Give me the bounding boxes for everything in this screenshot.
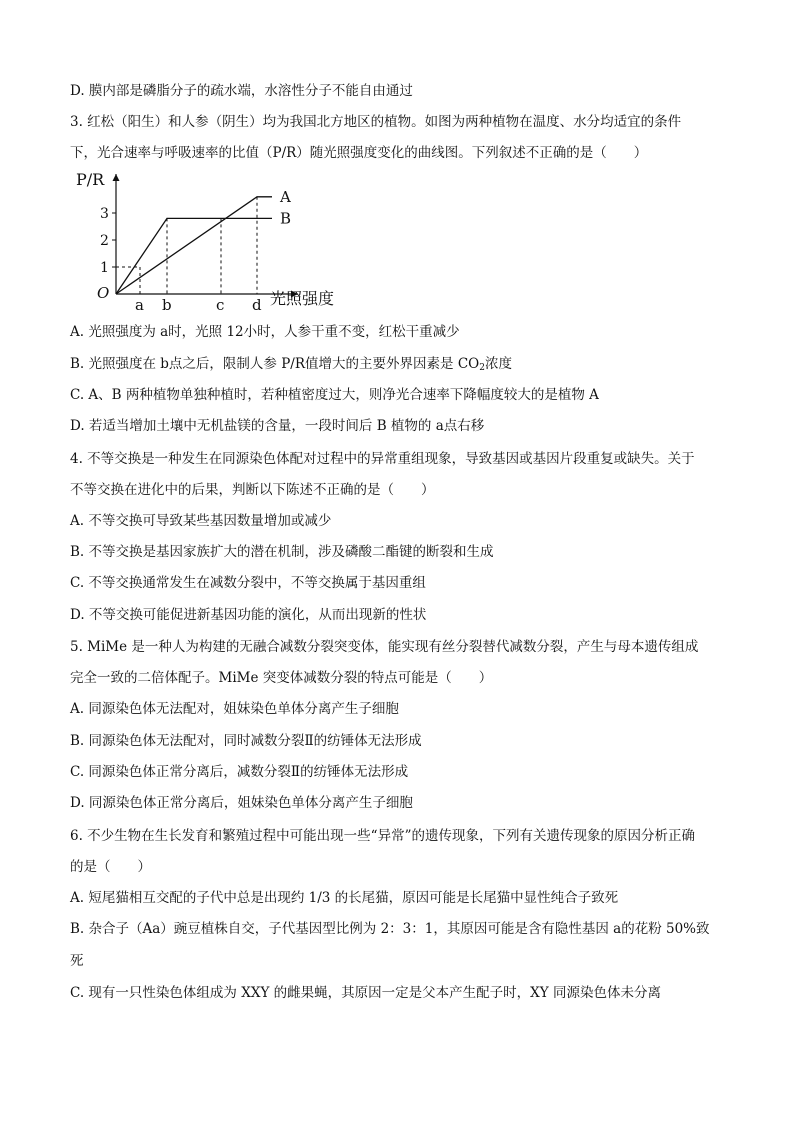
series-label-b: B: [280, 209, 292, 228]
text-line: B. 同源染色体无法配对，同时减数分裂Ⅱ的纺锤体无法形成: [70, 733, 422, 749]
subscript: 2: [479, 363, 485, 373]
x-tick-label: c: [216, 296, 225, 314]
text-line: D. 膜内部是磷脂分子的疏水端，水溶性分子不能自由通过: [70, 83, 413, 99]
x-tick-label: b: [162, 296, 172, 314]
origin-label: O: [97, 284, 110, 302]
y-tick-label: 1: [100, 260, 109, 276]
pr-curve-chart: [68, 166, 368, 316]
text-line: D. 同源染色体正常分离后，姐妹染色单体分离产生子细胞: [70, 795, 413, 811]
x-axis-label: 光照强度: [270, 289, 335, 308]
series-line-b: [116, 218, 272, 294]
text-line: A. 不等交换可导致某些基因数量增加或减少: [70, 513, 332, 529]
text-line: [70, 355, 512, 377]
text-line: C. 不等交换通常发生在减数分裂中，不等交换属于基因重组: [70, 575, 426, 591]
text-line: 死: [70, 953, 84, 969]
series-label-a: A: [280, 187, 291, 206]
text-line: 的是（ ）: [70, 859, 151, 875]
y-tick-label: 2: [100, 233, 109, 249]
text-line: A. 同源染色体无法配对，姐妹染色单体分离产生子细胞: [70, 701, 399, 717]
text-line: A. 光照强度为 a时，光照 12小时，人参干重不变，红松干重减少: [70, 324, 460, 340]
text-line: 完全一致的二倍体配子。MiMe 突变体减数分裂的特点可能是（ ）: [70, 670, 493, 686]
text-line: 6. 不少生物在生长发育和繁殖过程中可能出现一些“异常”的遗传现象，下列有关遗传现象的原因分析正确: [70, 828, 695, 844]
text-line: C. A、B 两种植物单独种植时，若种植密度过大，则净光合速率下降幅度较大的是植物 A: [70, 387, 599, 403]
option-text: B. 光照强度在 b点之后，限制人参 P/R值增大的主要外界因素是 CO: [70, 356, 480, 372]
y-axis-label: P/R: [76, 170, 105, 189]
text-line: 下，光合速率与呼吸速率的比值（P/R）随光照强度变化的曲线图。下列叙述不正确的是（ ）: [70, 145, 648, 161]
text-line: A. 短尾猫相互交配的子代中总是出现约 1/3 的长尾猫，原因可能是长尾猫中显性纯合子致死: [70, 890, 619, 906]
series-line-a: [116, 197, 272, 294]
text-line: B. 杂合子（Aa）豌豆植株自交，子代基因型比例为 2：3：1，其原因可能是含有隐性基因 a的花粉 50%致: [70, 921, 710, 937]
text-line: 3. 红松（阳生）和人参（阴生）均为我国北方地区的植物。如图为两种植物在温度、水分均适宜的条件: [70, 114, 682, 130]
text-line: 4. 不等交换是一种发生在同源染色体配对过程中的异常重组现象，导致基因或基因片段重复或缺失。关于: [70, 451, 695, 467]
x-tick-label: a: [135, 296, 144, 314]
text-line: B. 不等交换是基因家族扩大的潜在机制，涉及磷酸二酯键的断裂和生成: [70, 544, 494, 560]
text-line: D. 若适当增加土壤中无机盐镁的含量，一段时间后 B 植物的 a点右移: [70, 418, 485, 434]
option-text-tail: 浓度: [484, 356, 512, 372]
text-line: D. 不等交换可能促进新基因功能的演化，从而出现新的性状: [70, 607, 427, 623]
text-line: C. 同源染色体正常分离后，减数分裂Ⅱ的纺锤体无法形成: [70, 764, 409, 780]
text-line: 不等交换在进化中的后果，判断以下陈述不正确的是（ ）: [70, 482, 435, 498]
y-tick-label: 3: [100, 206, 109, 222]
text-line: C. 现有一只性染色体组成为 XXY 的雌果蝇，其原因一定是父本产生配子时，XY 同源染色体未分离: [70, 985, 661, 1001]
x-tick-label: d: [252, 296, 262, 314]
text-line: 5. MiMe 是一种人为构建的无融合减数分裂突变体，能实现有丝分裂替代减数分裂，产生与母本遗传组成: [70, 639, 699, 655]
